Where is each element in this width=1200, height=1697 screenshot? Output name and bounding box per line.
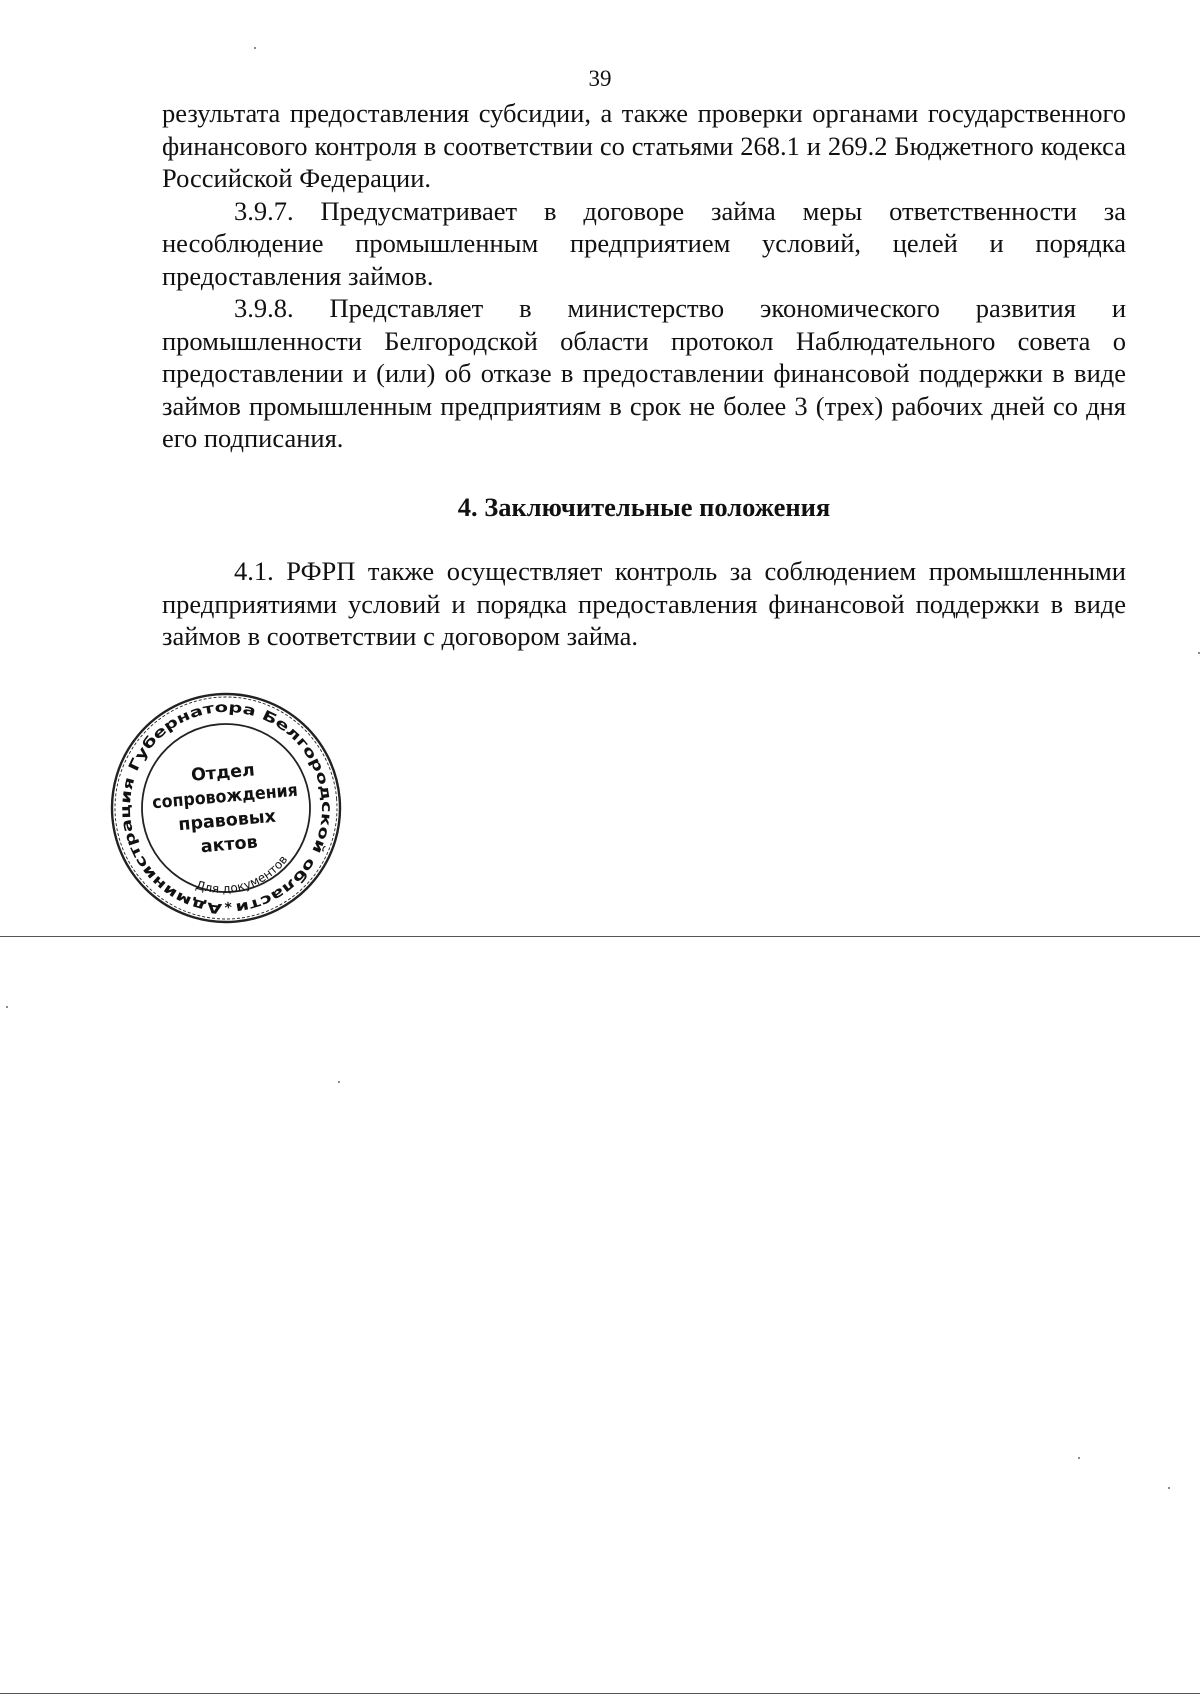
stamp-seal-graphic (98, 680, 354, 936)
document-body (162, 97, 1126, 653)
scan-rule-bottom (0, 1693, 1200, 1694)
stamp-line-4: актов (199, 832, 259, 858)
stamp-center-text (149, 757, 314, 861)
paragraph-3-9-8: 3.9.8. Представляет в министерство экономического развития и промышленности Белгородской области протокол Наблюдательного совета о предоставлении и (или) об отказе в предоставлении финансовой поддержки в виде займов промышленным предприятиям в срок не более 3 (трех) рабочих дней со дня его подписания. (162, 293, 1126, 453)
stamp-line-1: Отдел (190, 760, 256, 786)
stamp-inner-text-path: Для документов (194, 852, 291, 896)
section-heading: 4. Заключительные положения (457, 491, 831, 522)
paragraph-4-1: 4.1. РФРП также осуществляет контроль за соблюдением промышленными предприятиями условий и порядка предоставления финансовой поддержки в виде займов в соответствии с договором займа. (162, 556, 1126, 651)
stamp-outer-text-path: Администрация Губернатора Белгородской области (117, 699, 335, 917)
scan-speck (1168, 1487, 1170, 1489)
stamp-line-3: правовых (177, 806, 277, 836)
scan-speck (6, 1006, 8, 1008)
stamp-star-icon: * (224, 899, 233, 917)
official-stamp (98, 680, 354, 936)
paragraph-continuation: результата предоставления субсидии, а также проверки органами государственного финансового контроля в соответствии со статьями 268.1 и 269.2 Бюджетного кодекса Российской Федерации. (162, 98, 1126, 193)
paragraph-3-9-7: 3.9.7. Предусматривает в договоре займа меры ответственности за несоблюдение промышленным предприятием условий, целей и порядка предоставления займов. (162, 195, 1126, 291)
scan-speck (254, 47, 256, 49)
scan-rule-middle (0, 936, 1200, 937)
scan-speck (1078, 1457, 1080, 1459)
page-number: 39 (588, 66, 612, 91)
scan-speck (338, 1081, 340, 1083)
stamp-line-2: сопровождения (151, 779, 314, 814)
